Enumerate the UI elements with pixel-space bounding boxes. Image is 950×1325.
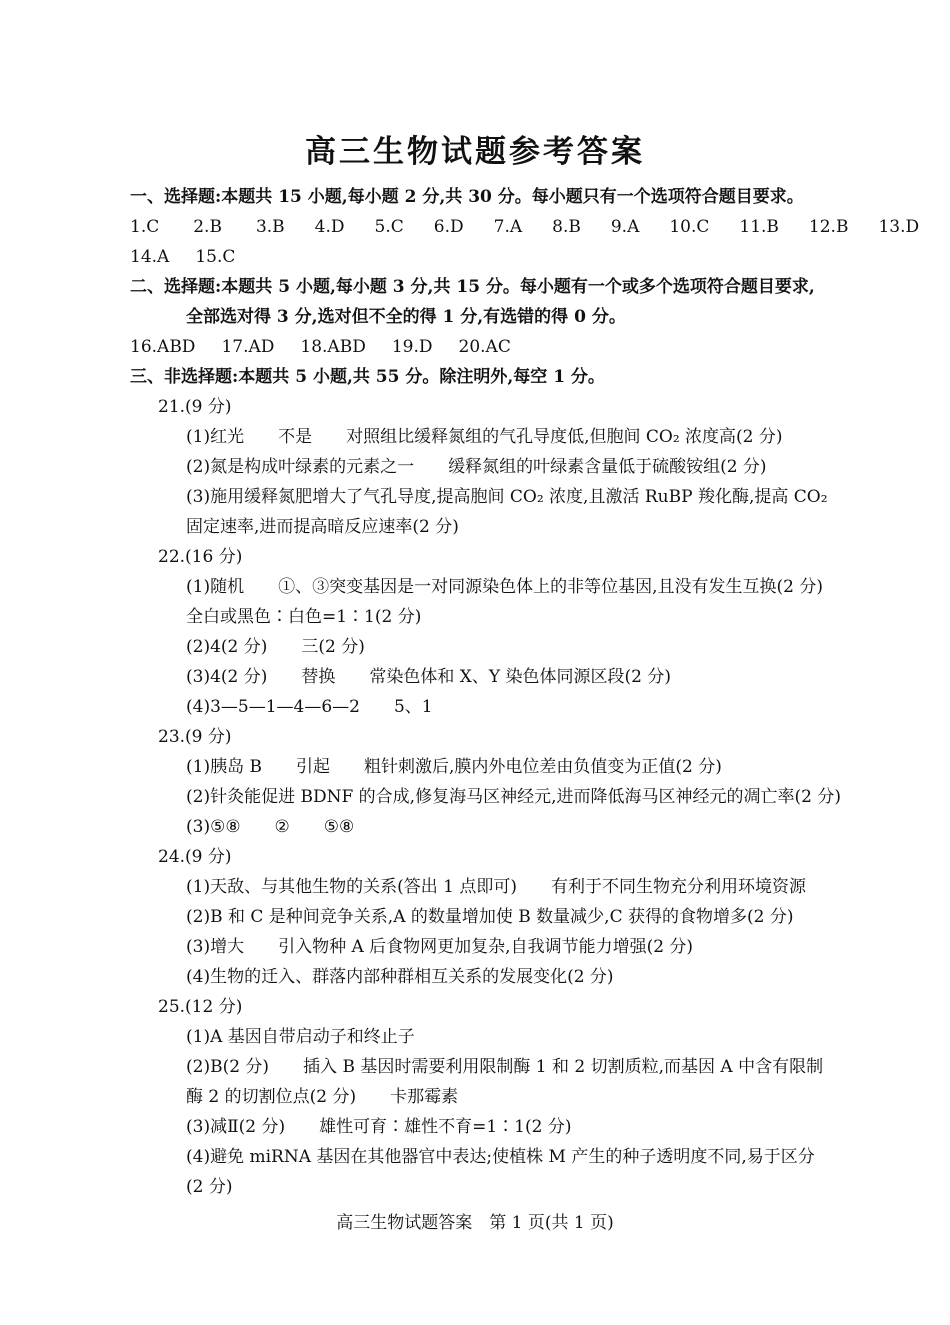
question-25-line: 酶 2 的切割位点(2 分) 卡那霉素 bbox=[186, 1087, 459, 1107]
question-24-line: (2)B 和 C 是种间竞争关系,A 的数量增加使 B 数量减少,C 获得的食物增多(2 分) bbox=[186, 907, 794, 927]
question-22-line: (4)3—5—1—4—6—2 5、1 bbox=[186, 697, 433, 717]
question-22-line: (1)随机 ①、③突变基因是一对同源染色体上的非等位基因,且没有发生互换(2 分) bbox=[186, 577, 823, 597]
page-title: 高三生物试题参考答案 bbox=[305, 134, 645, 170]
question-25-line: (1)A 基因自带启动子和终止子 bbox=[186, 1027, 415, 1047]
question-24-line: (1)天敌、与其他生物的关系(答出 1 点即可) 有利于不同生物充分利用环境资源 bbox=[186, 877, 806, 897]
answer-item: 17.AD bbox=[221, 337, 275, 357]
question-24-line: (4)生物的迁入、群落内部种群相互关系的发展变化(2 分) bbox=[186, 967, 614, 987]
answer-item: 15.C bbox=[195, 247, 236, 267]
section1-answers-row1 bbox=[130, 216, 919, 238]
question-25-line: (3)减Ⅱ(2 分) 雄性可育∶雄性不育=1∶1(2 分) bbox=[186, 1117, 572, 1137]
answer-item: 10.C bbox=[669, 217, 710, 237]
page-footer: 高三生物试题答案 第 1 页(共 1 页) bbox=[336, 1213, 614, 1233]
answer-item: 5.C bbox=[374, 217, 404, 237]
question-21-label: 21.(9 分) bbox=[158, 397, 232, 417]
answer-item: 12.B bbox=[808, 217, 849, 237]
section2-heading: 二、选择题:本题共 5 小题,每小题 3 分,共 15 分。每小题有一个或多个选项符合题目要求, bbox=[130, 277, 815, 297]
section2-heading-cont: 全部选对得 3 分,选对但不全的得 1 分,有选错的得 0 分。 bbox=[186, 307, 626, 327]
answer-item: 13.D bbox=[878, 217, 920, 237]
section1-heading: 一、选择题:本题共 15 小题,每小题 2 分,共 30 分。每小题只有一个选项符合题目要求。 bbox=[130, 187, 804, 207]
question-23-label: 23.(9 分) bbox=[158, 727, 232, 747]
question-22-line: (3)4(2 分) 替换 常染色体和 X、Y 染色体同源区段(2 分) bbox=[186, 667, 671, 687]
section1-answers-row2 bbox=[130, 246, 235, 268]
answer-item: 6.D bbox=[433, 217, 464, 237]
question-24-line: (3)增大 引入物种 A 后食物网更加复杂,自我调节能力增强(2 分) bbox=[186, 937, 694, 957]
section3-heading: 三、非选择题:本题共 5 小题,共 55 分。除注明外,每空 1 分。 bbox=[130, 367, 605, 387]
question-22-line: 全白或黑色∶白色=1∶1(2 分) bbox=[186, 607, 422, 627]
answer-item: 11.B bbox=[739, 217, 779, 237]
answer-item: 20.AC bbox=[458, 337, 511, 357]
answer-item: 1.C bbox=[130, 217, 160, 237]
question-25-line: (2 分) bbox=[186, 1177, 233, 1197]
answer-item: 2.B bbox=[193, 217, 222, 237]
question-21-line: (2)氮是构成叶绿素的元素之一 缓释氮组的叶绿素含量低于硫酸铵组(2 分) bbox=[186, 457, 767, 477]
answer-item: 9.A bbox=[610, 217, 640, 237]
answer-item: 8.B bbox=[552, 217, 581, 237]
answer-item: 3.B bbox=[255, 217, 285, 237]
answer-item: 4.D bbox=[314, 217, 345, 237]
question-22-line: (2)4(2 分) 三(2 分) bbox=[186, 637, 365, 657]
question-23-line: (3)⑤⑧ ② ⑤⑧ bbox=[186, 817, 355, 837]
question-22-label: 22.(16 分) bbox=[158, 547, 243, 567]
answer-item: 18.ABD bbox=[300, 337, 366, 357]
question-24-label: 24.(9 分) bbox=[158, 847, 232, 867]
answer-item: 19.D bbox=[391, 337, 433, 357]
question-21-line: (1)红光 不是 对照组比缓释氮组的气孔导度低,但胞间 CO₂ 浓度高(2 分) bbox=[186, 427, 783, 447]
answer-item: 16.ABD bbox=[130, 337, 196, 357]
question-21-line: (3)施用缓释氮肥增大了气孔导度,提高胞间 CO₂ 浓度,且激活 RuBP 羧化酶,提高 CO₂ bbox=[186, 487, 828, 507]
question-25-line: (2)B(2 分) 插入 B 基因时需要利用限制酶 1 和 2 切割质粒,而基因 A 中含有限制 bbox=[186, 1057, 824, 1077]
question-23-line: (2)针灸能促进 BDNF 的合成,修复海马区神经元,进而降低海马区神经元的凋亡率(2 分) bbox=[186, 787, 841, 807]
question-23-line: (1)胰岛 B 引起 粗针刺激后,膜内外电位差由负值变为正值(2 分) bbox=[186, 757, 722, 777]
answer-item: 7.A bbox=[493, 217, 523, 237]
question-25-label: 25.(12 分) bbox=[158, 997, 243, 1017]
question-25-line: (4)避免 miRNA 基因在其他器官中表达;使植株 M 产生的种子透明度不同,易于区分 bbox=[186, 1147, 815, 1167]
question-21-line: 固定速率,进而提高暗反应速率(2 分) bbox=[186, 517, 459, 537]
answer-item: 14.A bbox=[130, 247, 170, 267]
section2-answers bbox=[130, 336, 511, 358]
